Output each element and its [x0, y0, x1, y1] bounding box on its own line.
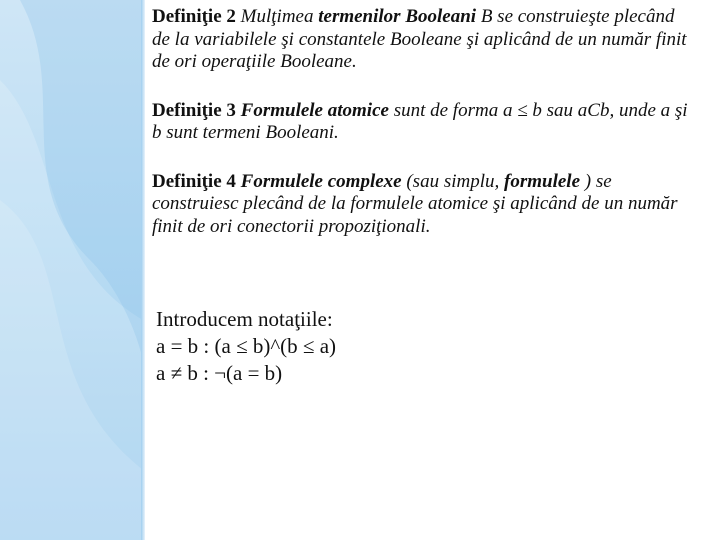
definition-heading: Definiţie 3: [152, 99, 236, 121]
band-edge: [141, 0, 145, 540]
notations-intro: Introducem notaţiile:: [156, 307, 333, 331]
defined-term: formulele: [504, 170, 581, 192]
definition-heading: Definiţie 2: [152, 6, 236, 27]
notations-block: [156, 306, 336, 387]
decorative-side-band: [0, 0, 143, 540]
notation-equality: a = b : (a ≤ b)^(b ≤ a): [156, 334, 337, 358]
definition-text: sunt de forma a ≤ b sau aCb, unde a şi b sunt termeni Booleani.: [152, 99, 688, 143]
definition-text: Mulţimea: [240, 6, 319, 27]
defined-term: Formulele atomice: [240, 99, 389, 121]
definition-text: ) se construiesc plecând de la formulele atomice şi aplicând de un număr finit de ori conectorii propoziţionali.: [152, 170, 678, 237]
definition-text: (sau simplu,: [406, 170, 505, 192]
definition-2: [152, 6, 692, 74]
defined-term: termenilor Booleani: [318, 6, 477, 27]
definition-heading: Definiţie 4: [152, 170, 236, 192]
notation-inequality: a ≠ b : ¬(a = b): [156, 361, 283, 385]
definition-3: [152, 100, 692, 145]
boolean-set-symbol: B: [480, 6, 493, 27]
band-swirl-graphic: [0, 0, 143, 540]
defined-term: Formulele complexe: [240, 170, 402, 192]
definition-text: se construieşte plecând de la variabilele şi constantele Booleane şi aplicând de un număr finit de ori operaţiile Booleane.: [152, 6, 687, 72]
definitions-block: [152, 6, 692, 264]
definition-4: [152, 171, 692, 239]
